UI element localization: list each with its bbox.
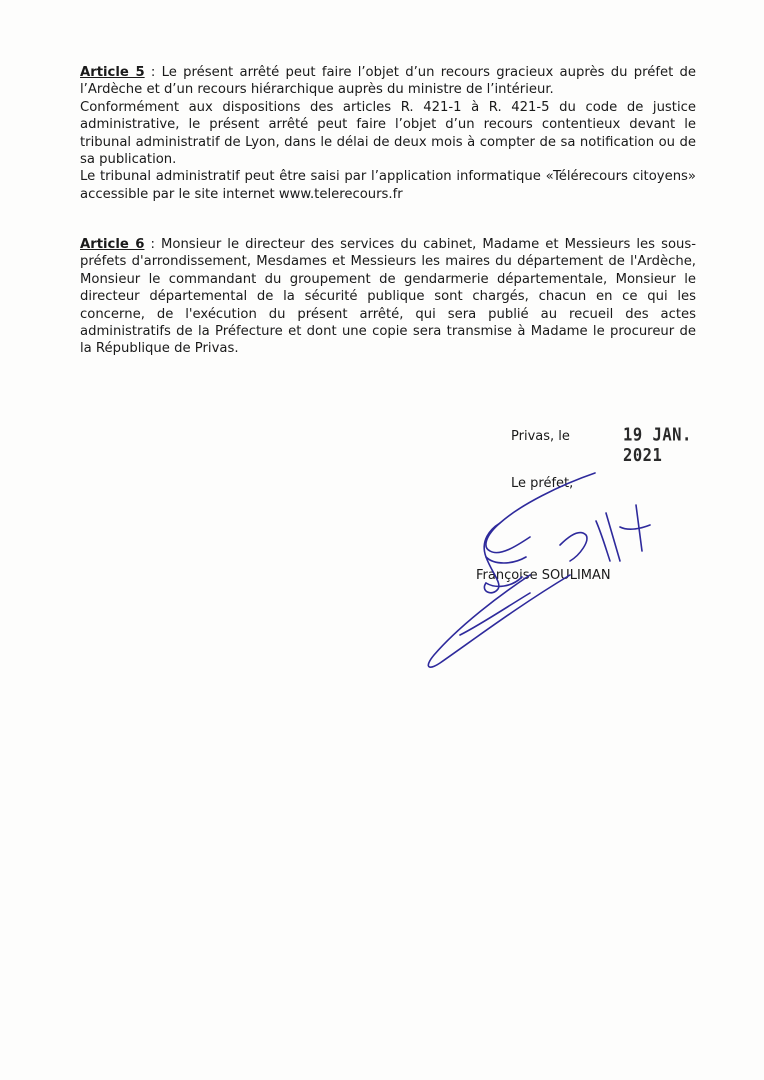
article-6 (80, 236, 696, 358)
article-6-text: : Monsieur le directeur des services du cabinet, Madame et Messieurs les sous-préfets d'arrondissement, Mesdames et Messieurs les maires du département de l'Ardèche, Monsieur le commandant du groupement de gendarmerie départementale, Monsieur le directeur départemental de la sécurité publique sont chargés, chacun en ce qui les concerne, de l'exécution du présent arrêté, qui sera publié au recueil des actes administratifs de la Préfecture et dont une copie sera transmise à Madame le procureur de la République de Privas. (80, 237, 696, 357)
article-5-line-1: : Le présent arrêté peut faire l’objet d’un recours gracieux auprès du préfet de l’Ardèche et d’un recours hiérarchique auprès du ministre de l’intérieur. (80, 65, 696, 98)
article-5-para-3: Le tribunal administratif peut être saisi par l’application informatique «Télérecours citoyens» accessible par le site internet www.telerecours.fr (80, 169, 696, 202)
article-5-para-1 (80, 64, 696, 99)
place-date-line (511, 424, 731, 466)
signatory-title: Le préfet, (511, 476, 574, 491)
article-6-para (80, 236, 696, 358)
signature-strokes (428, 473, 650, 667)
article-5 (80, 64, 696, 203)
date-stamp: 19 JAN. 2021 (623, 424, 692, 466)
signatory-name: Françoise SOULIMAN (476, 568, 611, 583)
article-5-para-2: Conformément aux dispositions des articles R. 421-1 à R. 421-5 du code de justice administrative, le présent arrêté peut faire l’objet d’un recours contentieux devant le tribunal administratif de Lyon, dans le délai de deux mois à compter de sa notification ou de sa publication. (80, 99, 696, 168)
place-label: Privas, le (511, 429, 570, 444)
article-5-title: Article 5 (80, 65, 145, 80)
handwritten-signature (420, 465, 660, 680)
article-6-title: Article 6 (80, 237, 145, 252)
